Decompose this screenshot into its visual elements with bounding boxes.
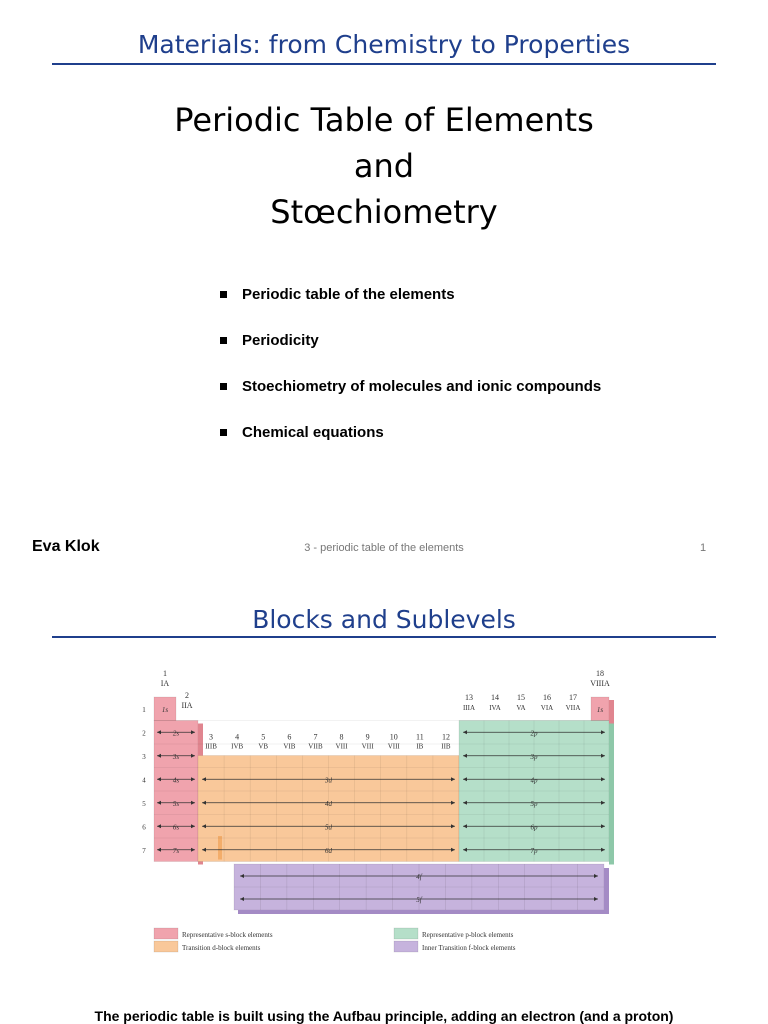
main-title-line-2: and (353, 147, 415, 185)
f-row-6-label: 4f (416, 873, 422, 881)
d-group-roman: VB (258, 742, 269, 751)
d-block-accent (218, 836, 222, 860)
d-group-number: 6 (287, 732, 292, 742)
f-block-edge (604, 868, 609, 914)
period-number: 2 (142, 729, 146, 738)
d-group-number: 8 (339, 732, 344, 742)
d-group-roman: IIB (441, 742, 451, 751)
p-row-7-label: 7p (530, 846, 538, 855)
d-group-number: 7 (313, 732, 318, 742)
s-row-4-label: 4s (172, 776, 180, 785)
d-group-roman: IIIB (205, 742, 217, 751)
p-group-number: 14 (491, 693, 499, 702)
footer-author: Eva Klok (32, 538, 100, 555)
p-group-number: 17 (569, 693, 577, 702)
d-group-roman: VIII (335, 742, 348, 751)
periodic-table-figure (140, 662, 646, 972)
d-group-number: 4 (235, 732, 240, 742)
period-number: 7 (142, 846, 146, 855)
d-group-number: 9 (365, 732, 370, 742)
legend-label: Transition d-block elements (182, 944, 261, 952)
period-number: 5 (142, 799, 146, 808)
period-number: 4 (142, 776, 146, 785)
p-group-number: 13 (465, 693, 473, 702)
legend-label: Inner Transition f-block elements (422, 944, 516, 952)
legend-label: Representative p-block elements (422, 931, 514, 939)
legend-swatch (154, 928, 178, 939)
bullet-text: Chemical equations (242, 424, 384, 441)
s-row-3-label: 3s (172, 752, 180, 761)
d-group-roman: IB (416, 742, 424, 751)
p-row-4-label: 4p (530, 776, 538, 785)
p-group-number: 16 (543, 693, 551, 702)
s-label: 1s (161, 705, 169, 714)
helium-edge (609, 700, 614, 724)
bullet-item (218, 283, 601, 329)
group-2-number: 2 (185, 691, 189, 700)
s-row-2-label: 2s (172, 729, 180, 738)
d-row-6-label: 5d (325, 823, 332, 832)
helium-label: 1s (596, 705, 604, 714)
group-18-number: 18 (596, 669, 604, 678)
bullet-text: Stoechiometry of molecules and ionic compounds (242, 378, 602, 395)
period-number: 3 (142, 752, 146, 761)
bullet-item (218, 421, 601, 467)
d-group-roman: IVB (231, 742, 244, 751)
p-group-roman: VA (516, 704, 526, 712)
bottom-caption: The periodic table is built using the Aufbau principle, adding an electron (and a proton) (94, 1008, 674, 1024)
s-row-6-label: 6s (172, 823, 180, 832)
p-row-2-label: 2p (530, 729, 538, 738)
d-row-4-label: 3d (325, 776, 332, 785)
bullet-item (218, 329, 601, 375)
d-row-5-label: 4d (325, 799, 332, 808)
bullet-text: Periodic table of the elements (242, 286, 455, 303)
bullet-square-icon (220, 429, 227, 436)
s-row-7-label: 7s (172, 846, 180, 855)
d-group-roman: VIII (361, 742, 374, 751)
p-block-edge (609, 724, 614, 865)
d-group-number: 12 (441, 732, 450, 742)
d-group-roman: VIII (387, 742, 400, 751)
d-group-roman: VIB (283, 742, 296, 751)
bullet-square-icon (220, 383, 227, 390)
slide-2-title: Blocks and Sublevels (252, 605, 516, 634)
header-rule (52, 63, 716, 65)
d-group-number: 5 (261, 732, 266, 742)
p-group-roman: VIIA (565, 704, 581, 712)
bullet-text: Periodicity (242, 332, 319, 349)
bullet-item (218, 375, 601, 421)
f-row-7-label: 5f (416, 896, 422, 904)
legend-label: Representative s-block elements (182, 931, 273, 939)
footer-center-text: 3 - periodic table of the elements (304, 542, 464, 554)
f-block-bottom (238, 910, 608, 914)
main-title-line-1: Periodic Table of Elements (174, 101, 594, 139)
block-regions (154, 697, 614, 952)
d-group-number: 10 (389, 732, 398, 742)
slide-2-rule (52, 636, 716, 638)
group-2-roman: IIA (181, 701, 193, 710)
d-row-7-label: 6d (325, 846, 332, 855)
bullet-square-icon (220, 291, 227, 298)
slide-header: Materials: from Chemistry to Properties (137, 30, 631, 59)
p-row-3-label: 3p (530, 752, 538, 761)
period-number: 6 (142, 823, 146, 832)
page-number: 1 (700, 542, 707, 554)
d-group-number: 3 (209, 732, 214, 742)
p-row-6-label: 6p (530, 823, 538, 832)
s-row-5-label: 5s (172, 799, 180, 808)
group-1-number: 1 (163, 669, 167, 678)
legend-swatch (394, 928, 418, 939)
bullet-list (218, 283, 601, 467)
legend-swatch (394, 941, 418, 952)
group-1-roman: IA (160, 679, 170, 688)
period-number: 1 (142, 705, 146, 714)
p-group-number: 15 (517, 693, 525, 702)
p-group-roman: IIIA (462, 704, 476, 712)
d-group-number: 11 (415, 732, 424, 742)
p-group-roman: IVA (489, 704, 501, 712)
bullet-square-icon (220, 337, 227, 344)
d-group-roman: VIIB (308, 742, 323, 751)
p-row-5-label: 5p (530, 799, 538, 808)
main-title-line-3: Stœchiometry (270, 193, 498, 231)
p-group-roman: VIA (540, 704, 554, 712)
legend-swatch (154, 941, 178, 952)
group-18-roman: VIIIA (590, 679, 610, 688)
